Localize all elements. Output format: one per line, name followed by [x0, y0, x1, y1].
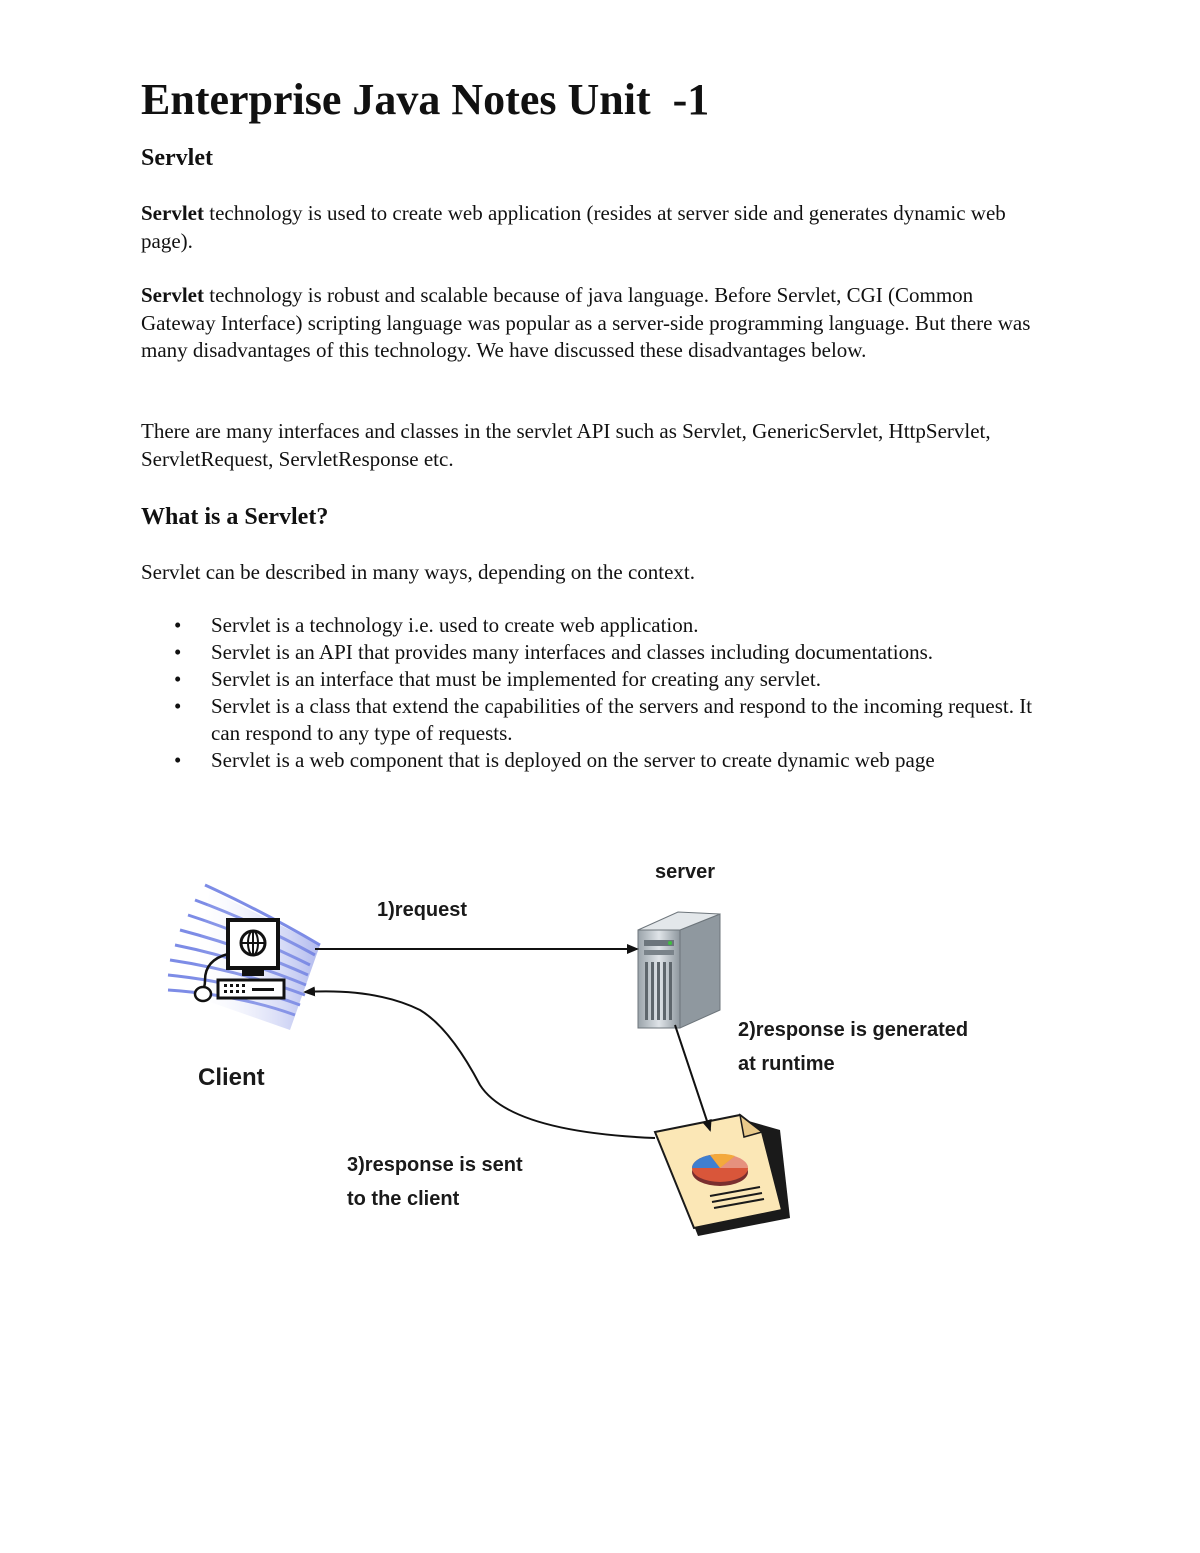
bullet-list: [141, 612, 1041, 774]
list-item-text: Servlet is an interface that must be implemented for creating any servlet.: [211, 667, 821, 691]
list-item: [141, 747, 1041, 774]
bullet-icon: •: [174, 613, 182, 637]
page-title: Enterprise Java Notes Unit -1: [141, 75, 710, 124]
list-item-text: Servlet is a technology i.e. used to create web application.: [211, 613, 699, 637]
subheading: What is a Servlet?: [141, 504, 329, 530]
generate-arrow: [675, 1025, 710, 1130]
bullet-icon: •: [174, 640, 182, 664]
list-item-text: Servlet is a web component that is deployed on the server to create dynamic web page: [211, 748, 935, 772]
section-heading: Servlet: [141, 145, 213, 171]
paragraph-1-bold: Servlet: [141, 201, 204, 225]
response-sent-label-line2: to the client: [347, 1188, 460, 1210]
paragraph-3: [141, 418, 1041, 473]
response-generated-label-line1: 2)response is generated: [738, 1019, 969, 1041]
paragraph-2: [141, 282, 1041, 365]
list-item-text: Servlet is an API that provides many interfaces and classes including documentations.: [211, 640, 933, 664]
list-item-text: Servlet is a class that extend the capabilities of the servers and respond to the incoming request. It can respond to any type of requests.: [211, 694, 1033, 745]
server-tower-icon: [638, 912, 720, 1028]
server-label: server: [655, 861, 716, 883]
paragraph-2-text: technology is robust and scalable because of java language. Before Servlet, CGI (Common Gateway Interface) scripting language was popular as a server-side programming language. But there was many disadvantages of this technology. We have discussed these disadvantages below.: [141, 283, 1031, 362]
intro-paragraph: Servlet can be described in many ways, depending on the context.: [141, 560, 695, 584]
bullet-icon: •: [174, 748, 182, 772]
bullet-icon: •: [174, 667, 182, 691]
response-generated-label-line2: at runtime: [738, 1053, 835, 1075]
bullet-icon: •: [174, 694, 182, 718]
paragraph-2-bold: Servlet: [141, 283, 204, 307]
list-item: [141, 612, 1041, 639]
list-item: [141, 693, 1041, 747]
list-item: [141, 639, 1041, 666]
list-item: [141, 666, 1041, 693]
response-arrow: [305, 991, 655, 1138]
client-computer-icon: [168, 885, 320, 1030]
request-label: 1)request: [377, 899, 468, 921]
servlet-diagram: [150, 850, 1030, 1250]
paragraph-1-text: technology is used to create web application (resides at server side and generates dynamic web page).: [141, 201, 1006, 253]
paragraph-1: [141, 200, 1041, 255]
document-pie-chart-icon: [655, 1115, 790, 1236]
paragraph-3-text: There are many interfaces and classes in the servlet API such as Servlet, GenericServlet, HttpServlet, ServletRequest, ServletResponse etc.: [141, 419, 991, 471]
response-sent-label-line1: 3)response is sent: [347, 1154, 523, 1176]
client-label: Client: [198, 1064, 265, 1091]
